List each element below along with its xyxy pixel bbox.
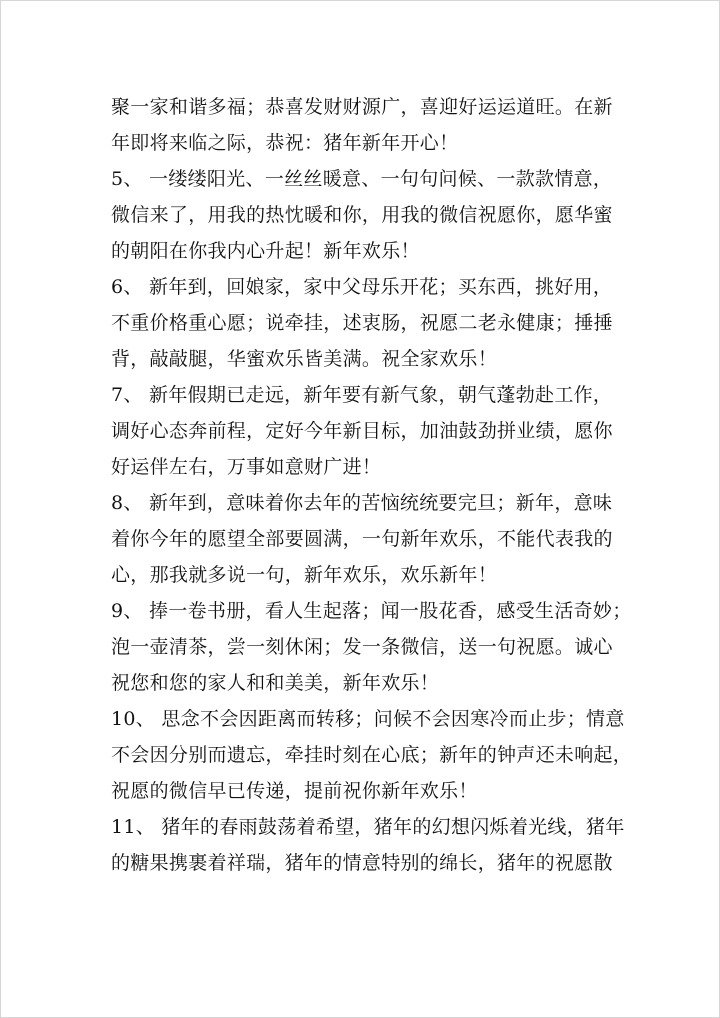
text-line: 11、 猪年的春雨鼓荡着希望，猪年的幻想闪烁着光线，猪年 (111, 816, 625, 838)
text-line: 不重价格重心愿；说牵挂，述衷肠，祝愿二老永健康；捶捶 (111, 312, 613, 334)
text-line: 5、 一缕缕阳光、一丝丝暖意、一句句问候、一款款情意， (111, 168, 613, 190)
text-line: 泡一壶清茶，尝一刻休闲；发一条微信，送一句祝愿。诚心 (111, 636, 613, 658)
text-line: 的朝阳在你我内心升起！新年欢乐！ (111, 240, 420, 262)
text-line: 年即将来临之际，恭祝：猪年新年开心！ (111, 132, 459, 154)
text-line: 微信来了，用我的热忱暖和你，用我的微信祝愿你，愿华蜜 (111, 204, 613, 226)
text-line: 7、 新年假期已走远，新年要有新气象，朝气蓬勃赴工作， (111, 384, 613, 406)
text-line: 祝愿的微信早已传递，提前祝你新年欢乐！ (111, 780, 478, 802)
text-line: 好运伴左右，万事如意财广进！ (111, 456, 382, 478)
document-body (111, 89, 633, 881)
text-line: 9、 捧一卷书册，看人生起落；闻一股花香，感受生活奇妙； (111, 600, 632, 622)
text-line: 6、 新年到，回娘家，家中父母乐开花；买东西，挑好用， (111, 276, 613, 298)
text-line: 心，那我就多说一句，新年欢乐，欢乐新年！ (111, 564, 498, 586)
text-line: 的糖果携裹着祥瑞，猪年的情意特别的绵长，猪年的祝愿散 (111, 852, 613, 874)
text-line: 着你今年的愿望全部要圆满，一句新年欢乐，不能代表我的 (111, 528, 613, 550)
text-line: 调好心态奔前程，定好今年新目标，加油鼓劲拼业绩，愿你 (111, 420, 613, 442)
text-line: 背，敲敲腿，华蜜欢乐皆美满。祝全家欢乐！ (111, 348, 498, 370)
text-line: 聚一家和谐多福；恭喜发财财源广，喜迎好运运道旺。在新 (111, 96, 613, 118)
text-line: 不会因分别而遗忘，牵挂时刻在心底；新年的钟声还未响起， (111, 744, 633, 766)
text-line: 10、 思念不会因距离而转移；问候不会因寒冷而止步；情意 (111, 708, 625, 730)
text-line: 8、 新年到，意味着你去年的苦恼统统要完旦；新年，意味 (111, 492, 613, 514)
text-line: 祝您和您的家人和和美美，新年欢乐！ (111, 672, 440, 694)
